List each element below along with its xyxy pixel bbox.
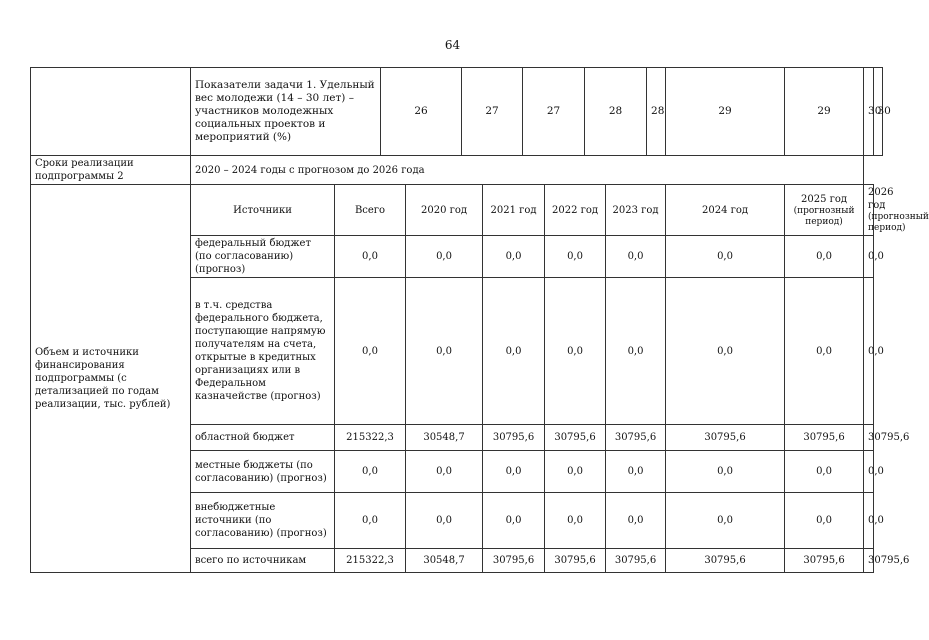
funding-source: внебюджетные источники (по согласованию) (прогноз) (191, 493, 335, 549)
funding-value: 0,0 (545, 493, 606, 549)
funding-value: 0,0 (406, 236, 483, 278)
funding-value: 30795,6 (666, 425, 785, 451)
terms-row (31, 156, 883, 185)
column-header: 2024 год (666, 185, 785, 236)
column-header-note: (прогнозный период) (793, 205, 855, 227)
funding-value: 0,0 (666, 236, 785, 278)
funding-value: 30795,6 (864, 549, 873, 573)
indicator-value: 28 (585, 68, 647, 156)
funding-source: в т.ч. средства федерального бюджета, поступающие напрямую получателям на счета, открытые в кредитных организациях или в Федеральном казначействе (прогноз) (191, 278, 335, 425)
funding-value: 0,0 (666, 451, 785, 493)
indicator-empty-cell (31, 68, 191, 156)
indicator-value: 30 (873, 68, 883, 156)
funding-value: 0,0 (406, 278, 483, 425)
funding-value: 30548,7 (406, 425, 483, 451)
funding-value: 30795,6 (785, 425, 864, 451)
funding-value: 0,0 (785, 451, 864, 493)
indicator-value: 27 (523, 68, 585, 156)
indicator-value: 29 (785, 68, 864, 156)
funding-value: 0,0 (335, 236, 406, 278)
funding-value: 0,0 (406, 493, 483, 549)
column-header: 2021 год (483, 185, 545, 236)
page-number: 64 (444, 38, 461, 52)
funding-value: 0,0 (545, 278, 606, 425)
funding-label: Объем и источники финансирования подпрограммы (с детализацией по годам реализации, тыс. рублей) (31, 185, 191, 573)
indicator-label: Показатели задачи 1. Удельный вес молодежи (14 – 30 лет) – участников молодежных социальных проектов и мероприятий (%) (191, 68, 381, 156)
funding-value: 0,0 (864, 278, 873, 425)
funding-value: 0,0 (406, 451, 483, 493)
funding-value: 30795,6 (483, 549, 545, 573)
funding-value: 30795,6 (666, 549, 785, 573)
indicator-value: 29 (666, 68, 785, 156)
funding-value: 0,0 (666, 278, 785, 425)
column-header (785, 185, 864, 236)
funding-source: федеральный бюджет (по согласованию) (прогноз) (191, 236, 335, 278)
funding-source: всего по источникам (191, 549, 335, 573)
funding-value: 0,0 (606, 236, 666, 278)
funding-source: местные бюджеты (по согласованию) (прогноз) (191, 451, 335, 493)
column-header: 2020 год (406, 185, 483, 236)
column-header: 2022 год (545, 185, 606, 236)
funding-value: 30795,6 (785, 549, 864, 573)
terms-value: 2020 – 2024 годы с прогнозом до 2026 года (191, 156, 864, 185)
indicator-value: 26 (381, 68, 462, 156)
terms-label: Сроки реализации подпрограммы 2 (31, 156, 191, 185)
funding-value: 30795,6 (545, 549, 606, 573)
funding-value: 0,0 (545, 236, 606, 278)
funding-value: 0,0 (606, 451, 666, 493)
funding-value: 0,0 (785, 236, 864, 278)
indicator-row (31, 68, 883, 156)
funding-value: 0,0 (606, 278, 666, 425)
indicator-value: 27 (462, 68, 523, 156)
funding-value: 0,0 (864, 493, 873, 549)
column-header: Источники (191, 185, 335, 236)
funding-value: 0,0 (483, 493, 545, 549)
funding-value: 0,0 (335, 493, 406, 549)
column-header (864, 185, 929, 236)
funding-value: 0,0 (335, 451, 406, 493)
funding-value: 30795,6 (864, 425, 873, 451)
column-header: Всего (335, 185, 406, 236)
funding-value: 0,0 (545, 451, 606, 493)
subprogram-passport-table (30, 67, 929, 573)
funding-value: 215322,3 (335, 549, 406, 573)
funding-value: 0,0 (785, 278, 864, 425)
funding-value: 30795,6 (545, 425, 606, 451)
funding-value: 0,0 (483, 451, 545, 493)
funding-value: 0,0 (335, 278, 406, 425)
funding-value: 0,0 (864, 451, 873, 493)
funding-source: областной бюджет (191, 425, 335, 451)
funding-value: 0,0 (483, 278, 545, 425)
indicator-value: 30 (864, 68, 873, 156)
funding-value: 0,0 (666, 493, 785, 549)
funding-value: 30795,6 (606, 549, 666, 573)
funding-value: 30795,6 (483, 425, 545, 451)
funding-value: 215322,3 (335, 425, 406, 451)
funding-value: 30795,6 (606, 425, 666, 451)
funding-value: 0,0 (606, 493, 666, 549)
funding-header-row (31, 185, 883, 236)
column-header: 2023 год (606, 185, 666, 236)
funding-value: 30548,7 (406, 549, 483, 573)
funding-value: 0,0 (864, 236, 873, 278)
funding-value: 0,0 (785, 493, 864, 549)
indicator-value: 28 (647, 68, 666, 156)
funding-value: 0,0 (483, 236, 545, 278)
column-header-year: 2025 год (800, 193, 848, 205)
